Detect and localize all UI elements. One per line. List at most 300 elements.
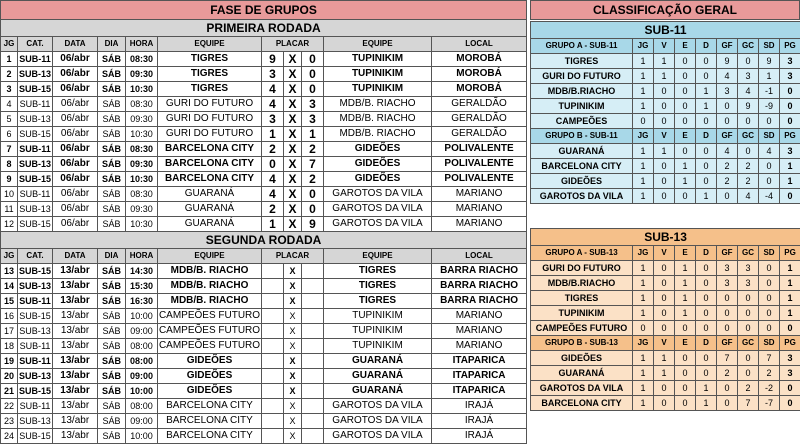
header-data: DATA xyxy=(53,37,98,52)
stat-jg: 1 xyxy=(633,99,654,114)
home-team: MDB/B. RIACHO xyxy=(158,264,262,279)
score-separator: X xyxy=(284,187,302,202)
away-score xyxy=(302,279,324,294)
match-date: 06/abr xyxy=(53,217,98,232)
stat-pg: 0 xyxy=(780,396,800,411)
match-number: 16 xyxy=(1,309,18,324)
sub11-a-group-header xyxy=(531,39,800,54)
team-name: GAROTOS DA VILA xyxy=(531,381,633,396)
score-separator: X xyxy=(284,354,302,369)
stat-jg: 1 xyxy=(633,54,654,69)
header-placar: PLACAR xyxy=(262,37,324,52)
match-row xyxy=(1,142,527,157)
match-day: SÁB xyxy=(98,217,126,232)
stat-v: 0 xyxy=(654,291,675,306)
match-time: 08:30 xyxy=(126,187,158,202)
match-day: SÁB xyxy=(98,172,126,187)
home-score: 0 xyxy=(262,157,284,172)
stat-gc: 9 xyxy=(738,99,759,114)
match-category: SUB-13 xyxy=(18,157,53,172)
stat-gc: 0 xyxy=(738,366,759,381)
score-separator: X xyxy=(284,97,302,112)
team-name: GUARANÁ xyxy=(531,366,633,381)
score-separator: X xyxy=(284,67,302,82)
match-category: SUB-11 xyxy=(18,399,53,414)
stat-header-pg: PG xyxy=(780,129,800,144)
match-time: 15:30 xyxy=(126,279,158,294)
stat-pg: 0 xyxy=(780,189,800,204)
match-row xyxy=(1,82,527,97)
stat-pg: 3 xyxy=(780,351,800,366)
match-date: 13/abr xyxy=(53,324,98,339)
home-team: GUARANÁ xyxy=(158,187,262,202)
header-jg: JG xyxy=(1,249,18,264)
match-day: SÁB xyxy=(98,339,126,354)
stat-pg: 0 xyxy=(780,99,800,114)
stat-header-d: D xyxy=(696,246,717,261)
stat-header-sd: SD xyxy=(759,336,780,351)
stat-d: 1 xyxy=(696,381,717,396)
standings-row xyxy=(531,54,800,69)
standings-pane xyxy=(530,0,800,411)
away-team: GIDEÕES xyxy=(324,172,432,187)
sub13-title: SUB-13 xyxy=(531,229,800,246)
match-category: SUB-13 xyxy=(18,202,53,217)
stat-jg: 0 xyxy=(633,114,654,129)
match-row xyxy=(1,294,527,309)
stat-gc: 2 xyxy=(738,174,759,189)
match-day: SÁB xyxy=(98,202,126,217)
match-row xyxy=(1,52,527,67)
match-number: 19 xyxy=(1,354,18,369)
stat-header-e: E xyxy=(675,246,696,261)
match-day: SÁB xyxy=(98,142,126,157)
stat-jg: 1 xyxy=(633,291,654,306)
match-day: SÁB xyxy=(98,294,126,309)
match-time: 09:00 xyxy=(126,324,158,339)
match-day: SÁB xyxy=(98,324,126,339)
match-venue: MOROBÁ xyxy=(432,52,527,67)
match-category: SUB-11 xyxy=(18,294,53,309)
team-name: GURI DO FUTURO xyxy=(531,69,633,84)
stat-pg: 1 xyxy=(780,261,800,276)
match-time: 09:00 xyxy=(126,414,158,429)
stat-pg: 3 xyxy=(780,144,800,159)
match-venue: GERALDÃO xyxy=(432,112,527,127)
stat-gf: 9 xyxy=(717,54,738,69)
stat-gf: 0 xyxy=(717,321,738,336)
match-category: SUB-11 xyxy=(18,142,53,157)
standings-row xyxy=(531,144,800,159)
match-category: SUB-11 xyxy=(18,97,53,112)
score-separator: X xyxy=(284,142,302,157)
match-date: 06/abr xyxy=(53,67,98,82)
stat-gc: 0 xyxy=(738,291,759,306)
stat-sd: 2 xyxy=(759,366,780,381)
stat-header-v: V xyxy=(654,129,675,144)
match-number: 4 xyxy=(1,97,18,112)
sub11-a-group-label: GRUPO A - SUB-11 xyxy=(531,39,633,54)
home-score xyxy=(262,264,284,279)
away-team: TIGRES xyxy=(324,279,432,294)
match-row xyxy=(1,309,527,324)
standings-row xyxy=(531,351,800,366)
stat-v: 0 xyxy=(654,381,675,396)
match-venue: ITAPARICA xyxy=(432,369,527,384)
stat-gc: 7 xyxy=(738,396,759,411)
home-score: 4 xyxy=(262,82,284,97)
home-score xyxy=(262,399,284,414)
match-category: SUB-15 xyxy=(18,82,53,97)
stat-pg: 0 xyxy=(780,321,800,336)
header-equipe-away: EQUIPE xyxy=(324,249,432,264)
match-venue: MOROBÁ xyxy=(432,67,527,82)
away-team: TIGRES xyxy=(324,264,432,279)
match-day: SÁB xyxy=(98,264,126,279)
stat-header-gc: GC xyxy=(738,39,759,54)
stat-e: 0 xyxy=(675,396,696,411)
home-team: GIDEÕES xyxy=(158,354,262,369)
match-date: 13/abr xyxy=(53,279,98,294)
team-name: MDB/B.RIACHO xyxy=(531,276,633,291)
score-separator: X xyxy=(284,429,302,444)
stat-header-e: E xyxy=(675,336,696,351)
match-date: 13/abr xyxy=(53,429,98,444)
stat-v: 1 xyxy=(654,144,675,159)
home-team: GURI DO FUTURO xyxy=(158,112,262,127)
match-venue: MARIANO xyxy=(432,187,527,202)
match-row xyxy=(1,217,527,232)
stat-pg: 1 xyxy=(780,306,800,321)
stat-jg: 1 xyxy=(633,84,654,99)
away-team: TUPINIKIM xyxy=(324,339,432,354)
score-separator: X xyxy=(284,112,302,127)
home-team: BARCELONA CITY xyxy=(158,172,262,187)
stat-v: 0 xyxy=(654,189,675,204)
stat-jg: 1 xyxy=(633,159,654,174)
sub11-b-group-label: GRUPO B - SUB-11 xyxy=(531,129,633,144)
segunda-rodada-title: SEGUNDA RODADA xyxy=(1,232,527,249)
standings-row xyxy=(531,99,800,114)
home-team: MDB/B. RIACHO xyxy=(158,294,262,309)
stat-e: 1 xyxy=(675,276,696,291)
stat-jg: 1 xyxy=(633,351,654,366)
stat-header-gf: GF xyxy=(717,246,738,261)
standings-row xyxy=(531,189,800,204)
stat-e: 1 xyxy=(675,159,696,174)
away-team: GIDEÕES xyxy=(324,142,432,157)
stat-header-pg: PG xyxy=(780,246,800,261)
match-row xyxy=(1,127,527,142)
home-team: GURI DO FUTURO xyxy=(158,127,262,142)
stat-gc: 0 xyxy=(738,54,759,69)
stat-gf: 4 xyxy=(717,144,738,159)
away-score xyxy=(302,399,324,414)
team-name: CAMPEÕES FUTURO xyxy=(531,321,633,336)
stat-header-jg: JG xyxy=(633,336,654,351)
away-team: TUPINIKIM xyxy=(324,52,432,67)
match-category: SUB-13 xyxy=(18,414,53,429)
stat-e: 0 xyxy=(675,351,696,366)
home-score: 1 xyxy=(262,217,284,232)
stat-gc: 0 xyxy=(738,351,759,366)
home-team: CAMPEÕES FUTURO xyxy=(158,324,262,339)
stat-header-jg: JG xyxy=(633,39,654,54)
team-name: TIGRES xyxy=(531,54,633,69)
stat-gf: 2 xyxy=(717,159,738,174)
match-date: 06/abr xyxy=(53,82,98,97)
match-venue: BARRA RIACHO xyxy=(432,279,527,294)
score-separator: X xyxy=(284,172,302,187)
sub11-standings xyxy=(530,21,800,204)
home-score: 4 xyxy=(262,97,284,112)
stat-sd: 0 xyxy=(759,276,780,291)
stat-e: 0 xyxy=(675,69,696,84)
stat-sd: 4 xyxy=(759,144,780,159)
match-day: SÁB xyxy=(98,414,126,429)
stat-header-gf: GF xyxy=(717,129,738,144)
stat-d: 1 xyxy=(696,396,717,411)
home-team: TIGRES xyxy=(158,67,262,82)
home-score xyxy=(262,309,284,324)
match-category: SUB-15 xyxy=(18,384,53,399)
stat-header-pg: PG xyxy=(780,39,800,54)
home-team: CAMPEÕES FUTURO xyxy=(158,309,262,324)
match-row xyxy=(1,384,527,399)
home-score: 3 xyxy=(262,112,284,127)
classificacao-geral-title: CLASSIFICAÇÃO GERAL xyxy=(531,1,800,20)
score-separator: X xyxy=(284,217,302,232)
away-score xyxy=(302,264,324,279)
stat-pg: 0 xyxy=(780,381,800,396)
stat-d: 0 xyxy=(696,69,717,84)
stat-d: 0 xyxy=(696,366,717,381)
match-category: SUB-15 xyxy=(18,127,53,142)
sub13-standings xyxy=(530,228,800,411)
match-category: SUB-15 xyxy=(18,309,53,324)
home-score xyxy=(262,384,284,399)
match-category: SUB-13 xyxy=(18,112,53,127)
match-category: SUB-11 xyxy=(18,52,53,67)
score-separator: X xyxy=(284,369,302,384)
stat-header-pg: PG xyxy=(780,336,800,351)
match-venue: GERALDÃO xyxy=(432,127,527,142)
stat-e: 0 xyxy=(675,144,696,159)
match-number: 7 xyxy=(1,142,18,157)
header-placar: PLACAR xyxy=(262,249,324,264)
match-row xyxy=(1,264,527,279)
match-venue: IRAJÁ xyxy=(432,414,527,429)
stat-e: 0 xyxy=(675,366,696,381)
match-time: 09:00 xyxy=(126,369,158,384)
match-time: 08:00 xyxy=(126,354,158,369)
home-score xyxy=(262,369,284,384)
stat-v: 1 xyxy=(654,351,675,366)
match-category: SUB-13 xyxy=(18,279,53,294)
match-number: 17 xyxy=(1,324,18,339)
home-score xyxy=(262,354,284,369)
match-time: 08:30 xyxy=(126,142,158,157)
standings-row xyxy=(531,396,800,411)
stat-v: 1 xyxy=(654,69,675,84)
standings-row xyxy=(531,291,800,306)
match-date: 13/abr xyxy=(53,339,98,354)
match-row xyxy=(1,414,527,429)
stat-sd: 0 xyxy=(759,114,780,129)
stat-gc: 3 xyxy=(738,69,759,84)
score-separator: X xyxy=(284,384,302,399)
away-score: 0 xyxy=(302,187,324,202)
home-score: 9 xyxy=(262,52,284,67)
match-venue: MARIANO xyxy=(432,309,527,324)
away-score xyxy=(302,354,324,369)
home-score xyxy=(262,429,284,444)
away-score: 0 xyxy=(302,82,324,97)
team-name: CAMPEÕES xyxy=(531,114,633,129)
stat-v: 0 xyxy=(654,114,675,129)
stat-sd: 0 xyxy=(759,159,780,174)
match-date: 06/abr xyxy=(53,127,98,142)
stat-d: 0 xyxy=(696,144,717,159)
stat-pg: 1 xyxy=(780,276,800,291)
match-time: 08:00 xyxy=(126,339,158,354)
match-venue: MARIANO xyxy=(432,324,527,339)
home-score xyxy=(262,294,284,309)
stat-e: 0 xyxy=(675,321,696,336)
stat-header-gc: GC xyxy=(738,246,759,261)
home-score xyxy=(262,279,284,294)
match-row xyxy=(1,172,527,187)
stat-gf: 0 xyxy=(717,114,738,129)
stat-gf: 0 xyxy=(717,396,738,411)
stat-e: 0 xyxy=(675,381,696,396)
home-score: 4 xyxy=(262,172,284,187)
sub13-a-group-label: GRUPO A - SUB-13 xyxy=(531,246,633,261)
away-team: TUPINIKIM xyxy=(324,82,432,97)
match-time: 14:30 xyxy=(126,264,158,279)
stat-sd: -1 xyxy=(759,84,780,99)
stat-header-gf: GF xyxy=(717,39,738,54)
stat-jg: 1 xyxy=(633,381,654,396)
score-separator: X xyxy=(284,264,302,279)
match-number: 11 xyxy=(1,202,18,217)
standings-row xyxy=(531,306,800,321)
standings-row xyxy=(531,366,800,381)
away-score: 9 xyxy=(302,217,324,232)
stat-d: 0 xyxy=(696,174,717,189)
home-team: GUARANÁ xyxy=(158,217,262,232)
stat-sd: 1 xyxy=(759,69,780,84)
match-number: 9 xyxy=(1,172,18,187)
stat-d: 0 xyxy=(696,276,717,291)
stat-header-sd: SD xyxy=(759,246,780,261)
match-row xyxy=(1,399,527,414)
stat-e: 0 xyxy=(675,114,696,129)
home-team: BARCELONA CITY xyxy=(158,429,262,444)
standings-row xyxy=(531,69,800,84)
match-time: 08:30 xyxy=(126,52,158,67)
fixtures-header-row xyxy=(1,249,527,264)
home-team: BARCELONA CITY xyxy=(158,399,262,414)
match-time: 09:30 xyxy=(126,202,158,217)
score-separator: X xyxy=(284,414,302,429)
match-time: 10:30 xyxy=(126,127,158,142)
stat-gf: 3 xyxy=(717,84,738,99)
stat-v: 0 xyxy=(654,84,675,99)
match-category: SUB-11 xyxy=(18,339,53,354)
match-number: 5 xyxy=(1,112,18,127)
stat-header-sd: SD xyxy=(759,129,780,144)
stat-pg: 1 xyxy=(780,291,800,306)
stat-header-v: V xyxy=(654,336,675,351)
match-category: SUB-15 xyxy=(18,264,53,279)
stat-gc: 0 xyxy=(738,321,759,336)
header-dia: DIA xyxy=(98,249,126,264)
stat-header-jg: JG xyxy=(633,246,654,261)
stat-pg: 0 xyxy=(780,84,800,99)
stat-pg: 3 xyxy=(780,69,800,84)
stat-gf: 0 xyxy=(717,99,738,114)
home-score: 1 xyxy=(262,127,284,142)
match-time: 09:30 xyxy=(126,112,158,127)
match-time: 09:30 xyxy=(126,157,158,172)
fase-de-grupos-title: FASE DE GRUPOS xyxy=(1,1,527,20)
score-separator: X xyxy=(284,157,302,172)
match-date: 06/abr xyxy=(53,112,98,127)
match-row xyxy=(1,112,527,127)
stat-gf: 7 xyxy=(717,351,738,366)
stat-pg: 1 xyxy=(780,159,800,174)
home-score: 2 xyxy=(262,142,284,157)
stat-header-gf: GF xyxy=(717,336,738,351)
away-team: TUPINIKIM xyxy=(324,309,432,324)
stat-e: 1 xyxy=(675,306,696,321)
match-number: 10 xyxy=(1,187,18,202)
match-date: 13/abr xyxy=(53,264,98,279)
stat-sd: 0 xyxy=(759,306,780,321)
score-separator: X xyxy=(284,309,302,324)
stat-v: 0 xyxy=(654,396,675,411)
match-date: 13/abr xyxy=(53,309,98,324)
stat-pg: 3 xyxy=(780,366,800,381)
standings-row xyxy=(531,159,800,174)
match-number: 24 xyxy=(1,429,18,444)
stat-pg: 3 xyxy=(780,54,800,69)
match-venue: ITAPARICA xyxy=(432,384,527,399)
match-day: SÁB xyxy=(98,67,126,82)
header-equipe-home: EQUIPE xyxy=(158,249,262,264)
stat-header-d: D xyxy=(696,336,717,351)
fixtures-header-row xyxy=(1,37,527,52)
match-venue: ITAPARICA xyxy=(432,354,527,369)
away-score xyxy=(302,384,324,399)
match-number: 6 xyxy=(1,127,18,142)
stat-jg: 1 xyxy=(633,174,654,189)
stat-jg: 1 xyxy=(633,396,654,411)
match-venue: MARIANO xyxy=(432,217,527,232)
home-team: GIDEÕES xyxy=(158,369,262,384)
match-number: 1 xyxy=(1,52,18,67)
standings-row xyxy=(531,174,800,189)
standings-row xyxy=(531,276,800,291)
match-time: 09:30 xyxy=(126,67,158,82)
score-separator: X xyxy=(284,127,302,142)
match-venue: MARIANO xyxy=(432,339,527,354)
match-venue: IRAJÁ xyxy=(432,429,527,444)
header-cat: CAT. xyxy=(18,37,53,52)
score-separator: X xyxy=(284,202,302,217)
match-date: 06/abr xyxy=(53,187,98,202)
